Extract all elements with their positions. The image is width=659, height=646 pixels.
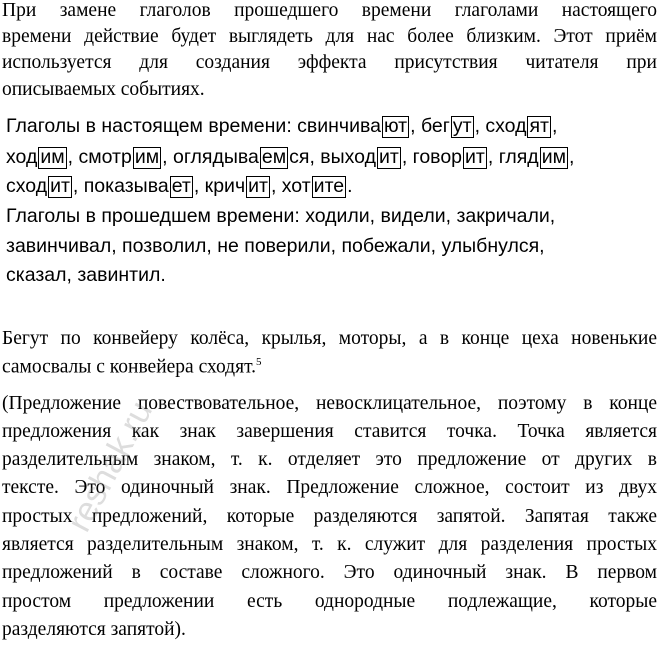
verb-ending-box: им [40,146,65,168]
verb-word: сход ит , [6,175,79,197]
verb-word: говор ит , [412,146,494,168]
verb-word: хот ите . [281,175,353,197]
present-line-3 [6,175,659,198]
analysis-line: предложений в составе сложного. Это одиночный знак. В первом [2,562,657,583]
past-verbs-text: ходили, видели, закричали, [305,205,556,227]
verb-word: гляд им , [498,146,575,168]
present-line-1 [6,115,659,138]
intro-line: используется для создания эффекта присутствия читателя при [2,52,657,73]
verb-ending-box: ют [383,115,408,137]
present-label: Глаголы в настоящем времени: [6,115,292,137]
present-line-2 [6,146,659,169]
intro-line: времени действие будет выглядеть для нас более близким. Этот приём [2,26,657,47]
verb-ending-box: ите [313,175,345,197]
verb-ending-box: ет [171,175,191,197]
verb-word: оглядыва ем ся, [173,146,315,168]
verb-word: сход ят , [485,115,558,137]
verb-list-1 [297,115,557,137]
verb-word: выход ит , [320,146,408,168]
footnote-mark: 5 [256,356,262,368]
verb-ending-box: ут [452,115,472,137]
past-verbs-3 [6,264,166,286]
verb-ending-box: ит [248,175,268,197]
verb-ending-box: им [541,146,566,168]
past-verbs-1 [305,205,555,227]
verb-word: свинчива ют , [297,115,416,137]
analysis-line: простом предложении есть однородные подлежащие, которые [2,591,657,612]
past-label: Глаголы в прошедшем времени: [6,205,300,227]
verb-list-3 [6,175,353,197]
verb-ending-box: им [134,146,160,168]
analysis-line: (Предложение повествовательное, невосклицательное, поэтому в конце [2,393,657,414]
past-line-2 [6,235,659,258]
verb-ending-box: ем [261,146,287,168]
verb-word: показыва ет , [83,175,200,197]
past-verbs-text: сказал, завинтил. [6,264,166,286]
verb-word: крич ит , [204,175,277,197]
intro-line: описываемых событиях. [2,79,205,100]
past-verbs-2 [6,235,545,257]
past-line-1 [6,205,659,228]
intro-line: При замене глаголов прошедшего времени глаголами настоящего [2,0,657,21]
analysis-line: простых предложений, которые разделяются запятой. Запятая также [2,506,657,527]
past-line-3 [6,264,659,287]
analysis-line: разделительным знаком, т. к. отделяет это предложение от других в [2,449,657,470]
verb-ending-box: ит [465,146,485,168]
verb-ending-box: ит [378,146,399,168]
verb-ending-box: ит [50,175,70,197]
verb-ending-box: ят [529,115,549,137]
analysis-line: тексте. Это одиночный знак. Предложение сложное, состоит из двух [2,477,657,498]
example-line: Бегут по конвейеру колёса, крылья, моторы, а в конце цеха новенькие [2,328,657,349]
watermark: reshak.ru [60,394,161,538]
verb-word: ход им , [6,146,74,168]
past-verbs-text: завинчивал, позволил, не поверили, побежали, улыбнулся, [6,235,545,257]
verb-list-2 [6,146,574,168]
example-line [2,356,657,379]
analysis-line: разделяются запятой). [2,619,186,640]
analysis-line: является разделительным знаком, т. к. служит для разделения простых [2,534,657,555]
analysis-line: предложения как знак завершения ставится точка. Точка является [2,421,657,442]
verb-word: бег ут , [420,115,480,137]
verb-word: смотр им , [78,146,168,168]
example-text: самосвалы с конвейера сходят. [2,356,256,378]
